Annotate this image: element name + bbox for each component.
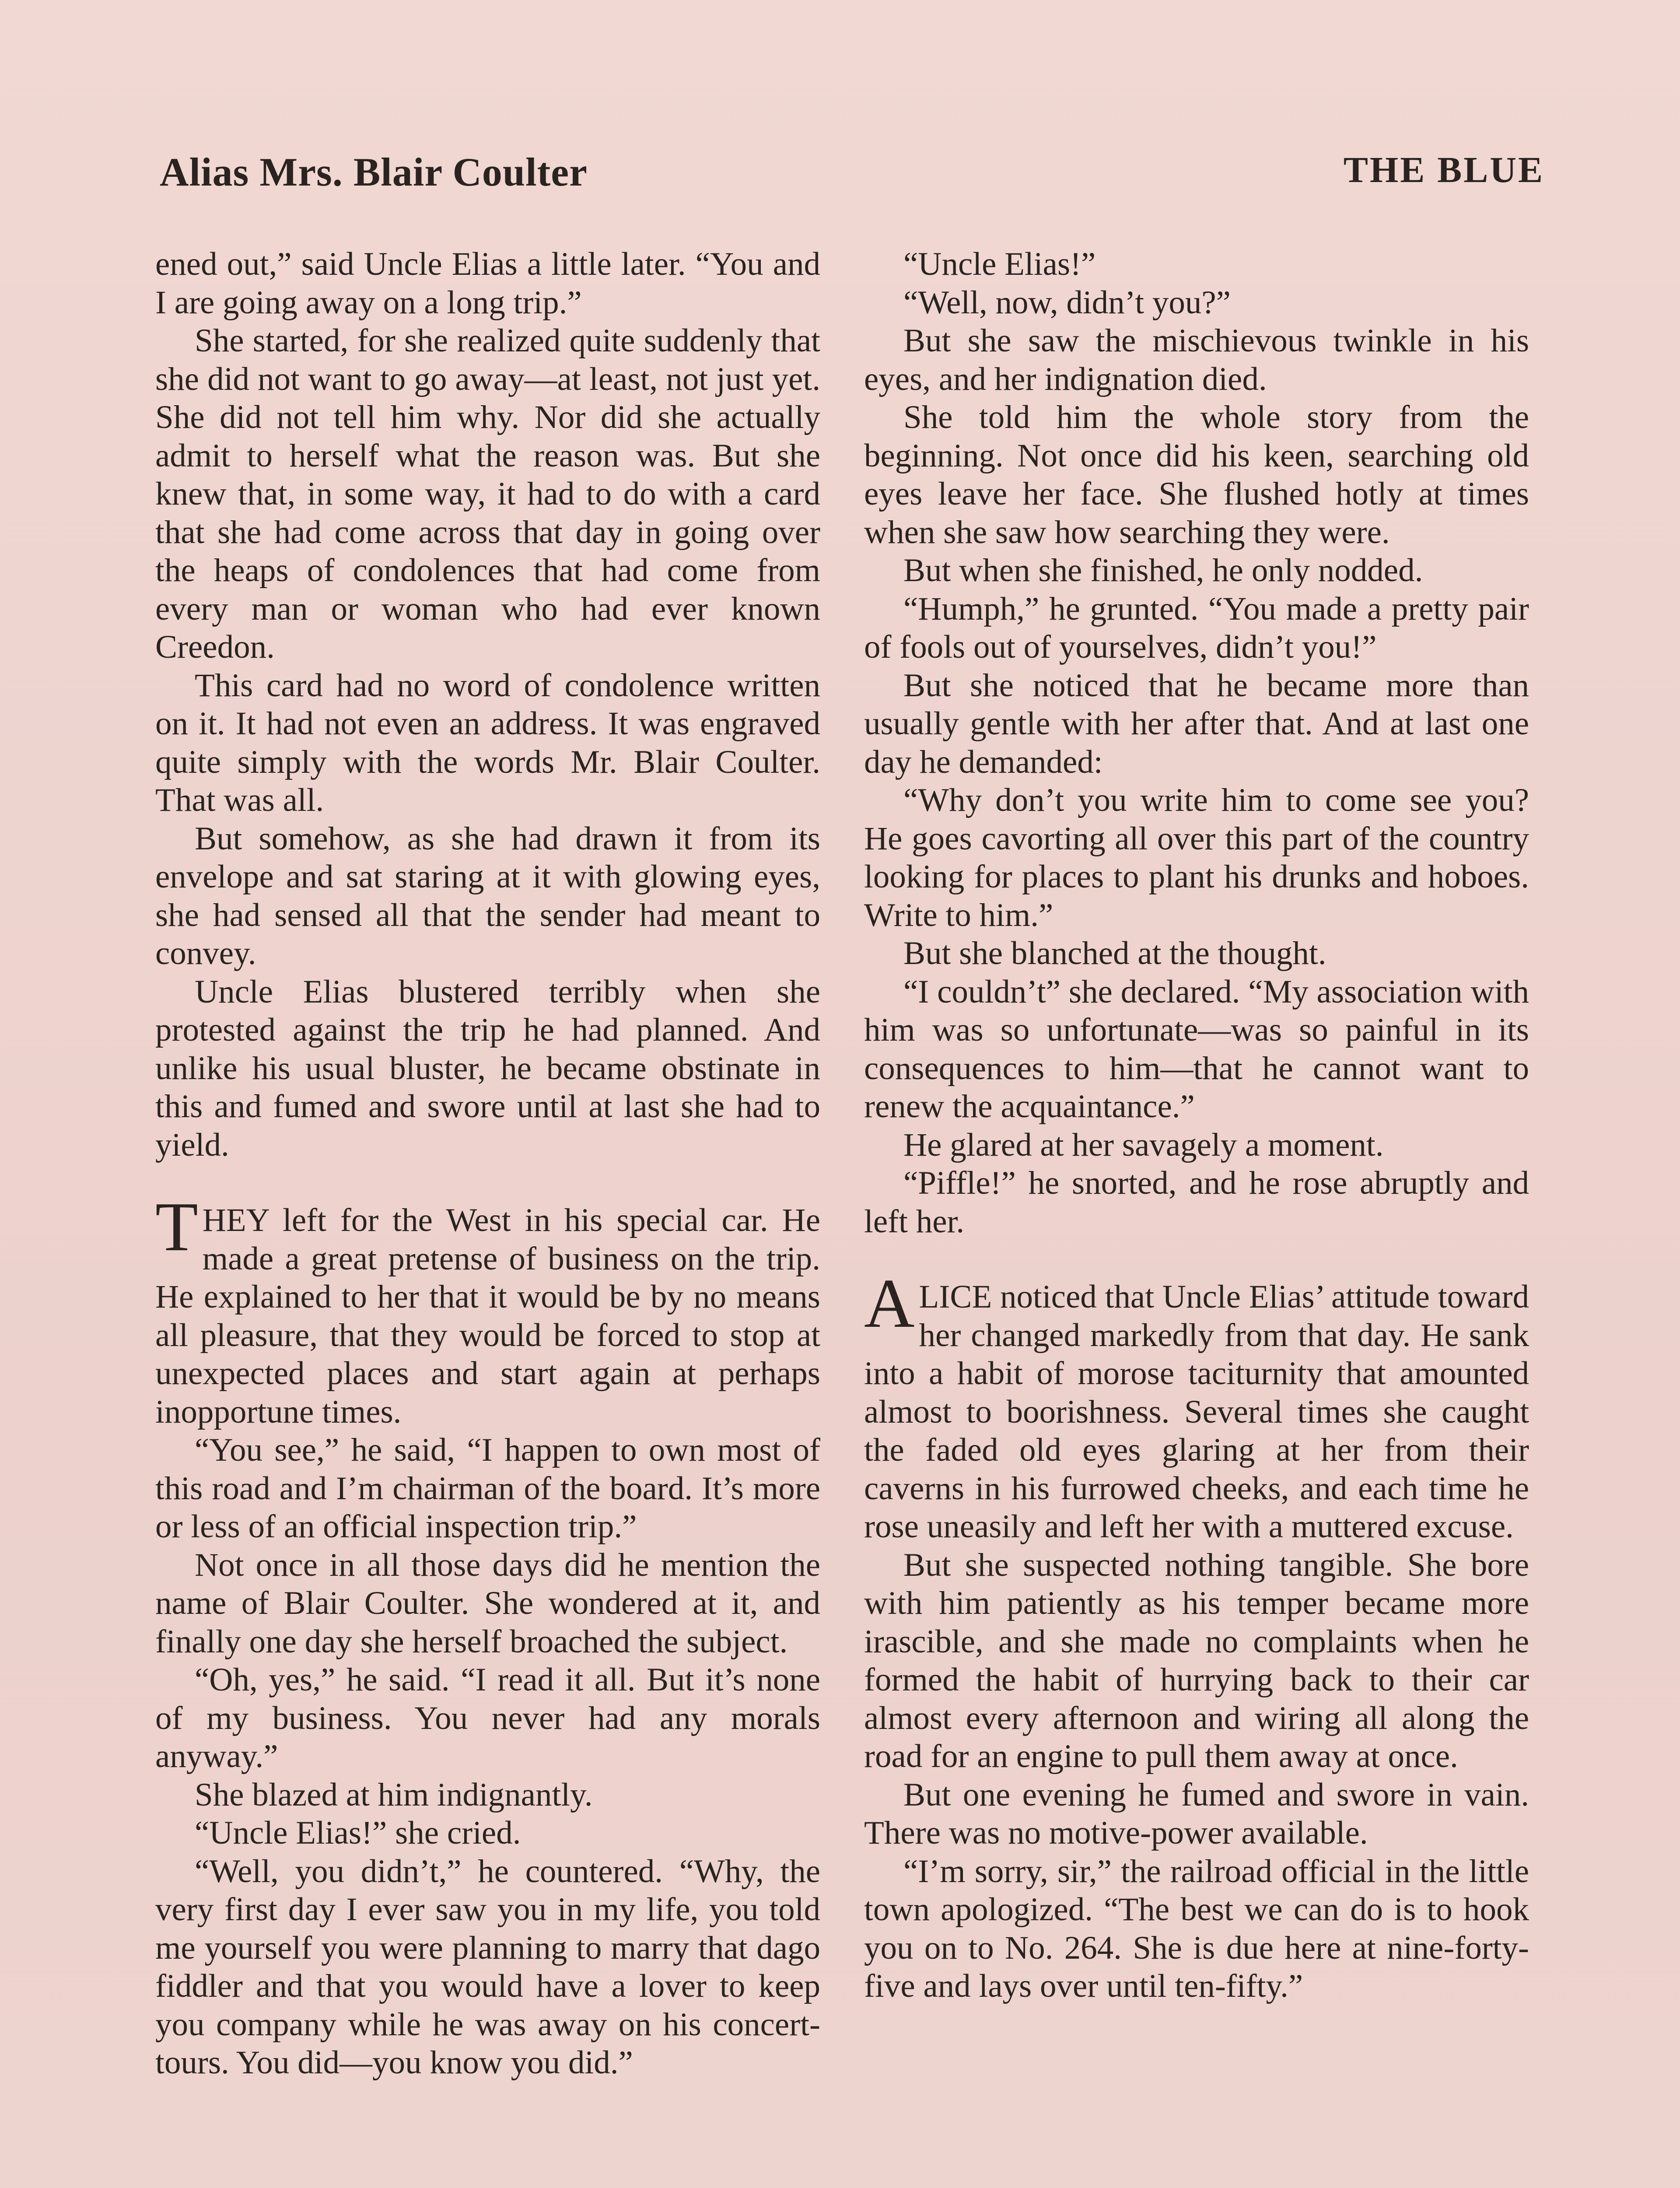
paragraph: “Uncle Elias!” she cried. [195, 1815, 521, 1851]
paragraph: He glared at her savagely a moment. [903, 1126, 1384, 1163]
paragraph: But when she finished, he only nodded. [903, 552, 1423, 589]
paragraph: She started, for she realized quite suddenly that she did not want to go away—at least, not just yet. She did not tell him why. Nor did she actually admit to herself what the reason was. But she knew that, in some way, it had to do with a card that she had come across that day in going over the heaps of condolences that had come from every man or woman who had ever known Creedon. [155, 323, 820, 665]
paragraph: She blazed at him indignantly. [195, 1776, 593, 1813]
paragraph: “Uncle Elias!” [903, 246, 1096, 282]
paragraph: ened out,” said Uncle Elias a little later. “You and I are going away on a long trip.” [155, 246, 820, 321]
page-header [160, 149, 1544, 210]
paragraph: “Piffle!” he snorted, and he rose abruptly and left her. [864, 1165, 1529, 1240]
section-start-paragraph: ALICE noticed that Uncle Elias’ attitude toward her changed markedly from that day. He sank into a habit of morose taciturnity that amounted almost to boorishness. Several times she caught the faded old eyes glaring at her from their caverns in his furrowed cheeks, and each time he rose uneasily and left her with a muttered excuse. [864, 1264, 1529, 1545]
paragraph: But somehow, as she had drawn it from its envelope and sat staring at it with glowing eyes, she had sensed all that the sender had meant to convey. [155, 820, 820, 971]
paragraph: “I couldn’t” she declared. “My association with him was so unfortunate—was so painful in its consequences to him—that he cannot want to renew the acquaintance.” [864, 973, 1529, 1125]
paragraph: “Why don’t you write him to come see you? He goes cavorting all over this part of the country looking for places to plant his drunks and hoboes. Write to him.” [864, 782, 1529, 933]
paragraph: But she noticed that he became more than usually gentle with her after that. And at last one day he demanded: [864, 667, 1529, 780]
paragraph: But she saw the mischievous twinkle in his eyes, and her indignation died. [864, 323, 1529, 397]
paragraph: “Well, now, didn’t you?” [903, 284, 1231, 321]
section-start-paragraph: THEY left for the West in his special car. He made a great pretense of business on the trip. He explained to her that it would be by no means all pleasure, that they would be forced to stop at unexpected places and start again at perhaps inopportune times. [155, 1188, 820, 1430]
paragraph: “You see,” he said, “I happen to own most of this road and I’m chairman of the board. It’s more or less of an official inspection trip.” [155, 1432, 820, 1545]
paragraph: But one evening he fumed and swore in vain. There was no motive-power available. [864, 1776, 1529, 1851]
paragraph: “Well, you didn’t,” he countered. “Why, the very first day I ever saw you in my life, you told me yourself you were planning to marry that dago fiddler and that you would have a lover to keep you company while he was away on his concert-tours. You did—you know you did.” [155, 1853, 820, 2081]
paragraph: This card had no word of condolence written on it. It had not even an address. It was engraved quite simply with the words Mr. Blair Coulter. That was all. [155, 667, 820, 818]
story-title: Alias Mrs. Blair Coulter [160, 150, 588, 194]
paragraph: “Humph,” he grunted. “You made a pretty pair of fools out of yourselves, didn’t you!” [864, 590, 1529, 665]
magazine-title: THE BLUE [1343, 150, 1544, 190]
paragraph: “Oh, yes,” he said. “I read it all. But it’s none of my business. You never had any morals anyway.” [155, 1662, 820, 1774]
paragraph: But she suspected nothing tangible. She bore with him patiently as his temper became more irascible, and she made no complaints when he formed the habit of hurrying back to their car almost every afternoon and wiring all along the road for an engine to pull them away at once. [864, 1546, 1529, 1774]
left-column [155, 245, 820, 2082]
paragraph: Uncle Elias blustered terribly when she protested against the trip he had planned. And unlike his usual bluster, he became obstinate in this and fumed and swore until at last she had to yield. [155, 973, 820, 1163]
paragraph: Not once in all those days did he mention the name of Blair Coulter. She wondered at it, and finally one day she herself broached the subject. [155, 1546, 820, 1660]
paragraph: But she blanched at the thought. [903, 935, 1326, 971]
paragraph: “I’m sorry, sir,” the railroad official in the little town apologized. “The best we can do is to hook you on to No. 264. She is due here at nine-forty-five and lays over until ten-fifty.” [864, 1853, 1529, 2004]
paragraph: She told him the whole story from the beginning. Not once did his keen, searching old eyes leave her face. She flushed hotly at times when she saw how searching they were. [864, 399, 1529, 551]
right-column [864, 245, 1529, 2006]
